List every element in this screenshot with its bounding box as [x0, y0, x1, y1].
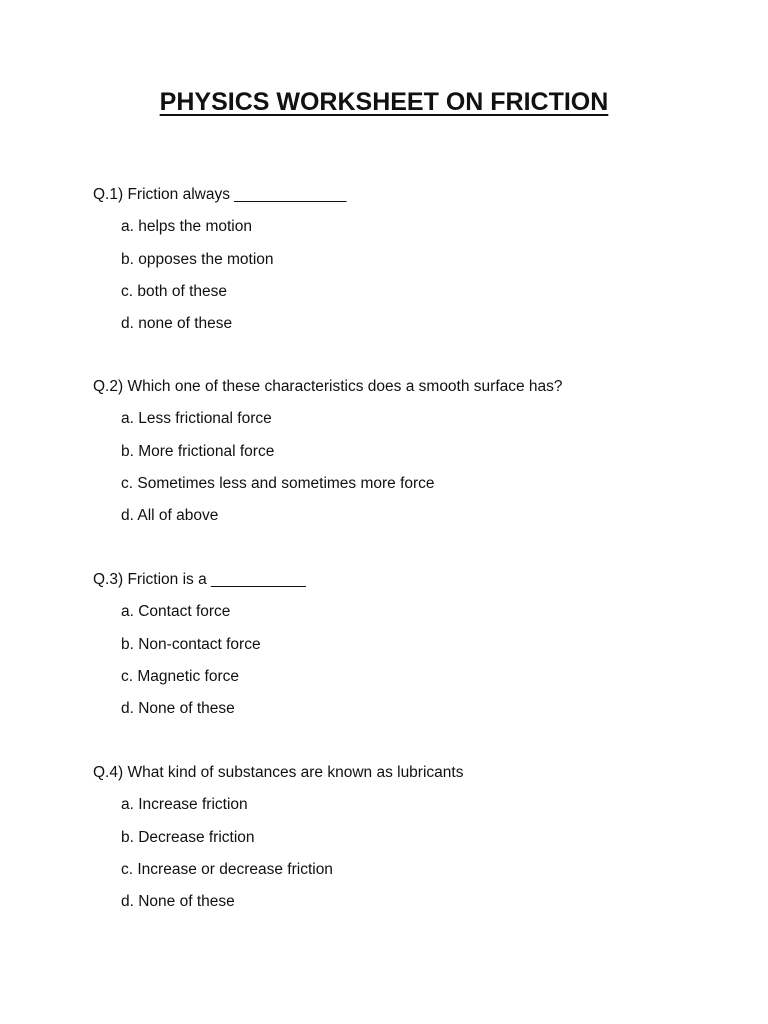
question-2-option-b: b. More frictional force: [121, 442, 275, 460]
question-4-option-a: a. Increase friction: [121, 796, 248, 814]
question-3-options: [93, 602, 733, 719]
question-4-options: [93, 795, 733, 912]
question-2-option-c: c. Sometimes less and sometimes more force: [121, 474, 435, 492]
question-4-option-b: b. Decrease friction: [121, 828, 255, 846]
worksheet-title: [0, 88, 768, 117]
question-4-option-d: d. None of these: [121, 893, 235, 911]
question-3-option-d: d. None of these: [121, 700, 235, 718]
question-1: [93, 185, 733, 334]
question-2: [93, 377, 733, 526]
question-3-text: Q.3) Friction is a ___________: [93, 571, 306, 588]
worksheet-title-text: PHYSICS WORKSHEET ON FRICTION: [159, 88, 609, 116]
question-4-text: Q.4) What kind of substances are known as lubricants: [93, 764, 464, 781]
question-4-option-c: c. Increase or decrease friction: [121, 860, 333, 878]
question-1-text: Q.1) Friction always _____________: [93, 186, 347, 203]
question-1-option-b: b. opposes the motion: [121, 250, 274, 268]
question-3-option-a: a. Contact force: [121, 603, 231, 621]
question-1-option-d: d. none of these: [121, 315, 233, 333]
question-1-option-c: c. both of these: [121, 282, 227, 300]
question-1-options: [93, 217, 733, 334]
question-1-option-a: a. helps the motion: [121, 218, 252, 236]
question-2-option-a: a. Less frictional force: [121, 410, 272, 428]
question-2-options: [93, 409, 733, 526]
question-3-option-c: c. Magnetic force: [121, 667, 240, 685]
question-2-text: Q.2) Which one of these characteristics does a smooth surface has?: [93, 378, 563, 395]
question-3-option-b: b. Non-contact force: [121, 635, 261, 653]
question-3: [93, 570, 733, 719]
question-4: [93, 763, 733, 912]
question-2-option-d: d. All of above: [121, 507, 219, 525]
